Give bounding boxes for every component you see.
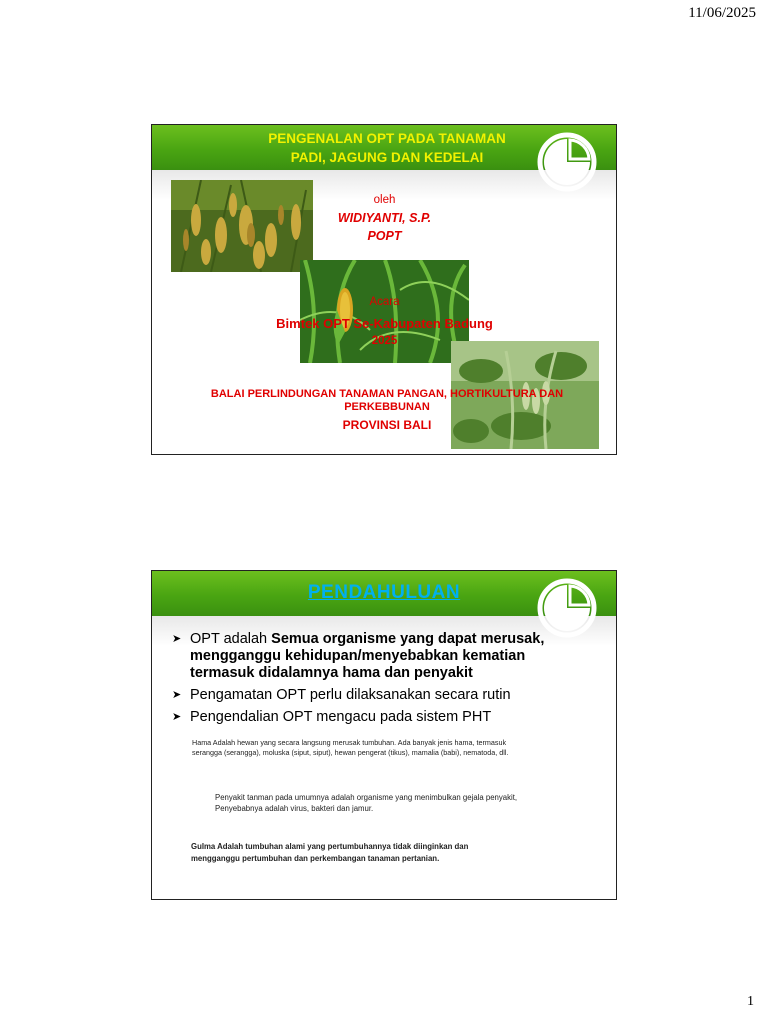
event-year: 2025 xyxy=(371,335,398,347)
note-gulma-line-1: Gulma Adalah tumbuhan alami yang pertumbuhannya tidak diinginkan dan xyxy=(191,842,469,851)
bullet-text: Pengendalian OPT mengacu pada sistem PHT xyxy=(190,709,492,725)
note-penyakit-line-2: Penyebabnya adalah virus, bakteri dan jamur. xyxy=(215,804,374,813)
note-gulma xyxy=(191,841,591,865)
slide-title xyxy=(151,124,617,455)
arrow-bullet-icon: ➤ xyxy=(172,689,182,701)
bullet-text: Pengamatan OPT perlu dilaksanakan secara rutin xyxy=(190,687,511,703)
note-hama-line-2: serangga (serangga), moluska (siput, siput), hewan pengerat (tikus), mamalia (babi), nematoda, dll. xyxy=(192,748,509,757)
print-date: 11/06/2025 xyxy=(688,5,756,21)
page-number: 1 xyxy=(747,994,754,1009)
org-line-1: BALAI PERLINDUNGAN TANAMAN PANGAN, HORTIKULTURA DAN xyxy=(210,388,564,400)
event-name: Bimtek OPT Se-Kabupaten Badung xyxy=(276,316,493,331)
author-name: WIDIYANTI, S.P. xyxy=(337,211,432,225)
note-penyakit-line-1: Penyakit tanman pada umumnya adalah organisme yang menimbulkan gejala penyakit, xyxy=(215,793,518,802)
list-item xyxy=(170,631,590,682)
arrow-bullet-icon: ➤ xyxy=(172,711,182,723)
title-line-1: PENGENALAN OPT PADA TANAMAN xyxy=(268,131,506,146)
note-hama-line-1: Hama Adalah hewan yang secara langsung merusak tumbuhan. Ada banyak jenis hama, termasuk xyxy=(192,738,507,747)
corn-photo xyxy=(300,260,469,363)
note-gulma-line-2: mengganggu pertumbuhan dan perkembangan tanaman pertanian. xyxy=(191,854,440,863)
arrow-bullet-icon: ➤ xyxy=(172,633,182,645)
slide-heading: PENDAHULUAN xyxy=(307,582,461,603)
slide-introduction xyxy=(151,570,617,900)
author-role: POPT xyxy=(367,229,402,243)
bullet-list xyxy=(170,631,590,731)
rice-photo xyxy=(171,180,313,272)
list-item xyxy=(170,687,590,704)
by-label: oleh xyxy=(373,194,396,206)
note-hama xyxy=(192,738,612,758)
list-item xyxy=(170,709,590,726)
org-line-3: PROVINSI BALI xyxy=(342,418,432,432)
event-label: Acara xyxy=(369,296,400,308)
slide-title-text xyxy=(152,129,617,167)
note-penyakit xyxy=(215,792,615,814)
title-line-2: PADI, JAGUNG DAN KEDELAI xyxy=(290,150,484,165)
bullet-bold-text: Semua organisme yang dapat merusak, mengganggu kehidupan/menyebabkan kematian termasuk didalamnya hama dan penyakit xyxy=(190,631,545,681)
org-line-2: PERKEBBUNAN xyxy=(344,401,430,413)
bullet-text: OPT adalah xyxy=(190,631,272,647)
